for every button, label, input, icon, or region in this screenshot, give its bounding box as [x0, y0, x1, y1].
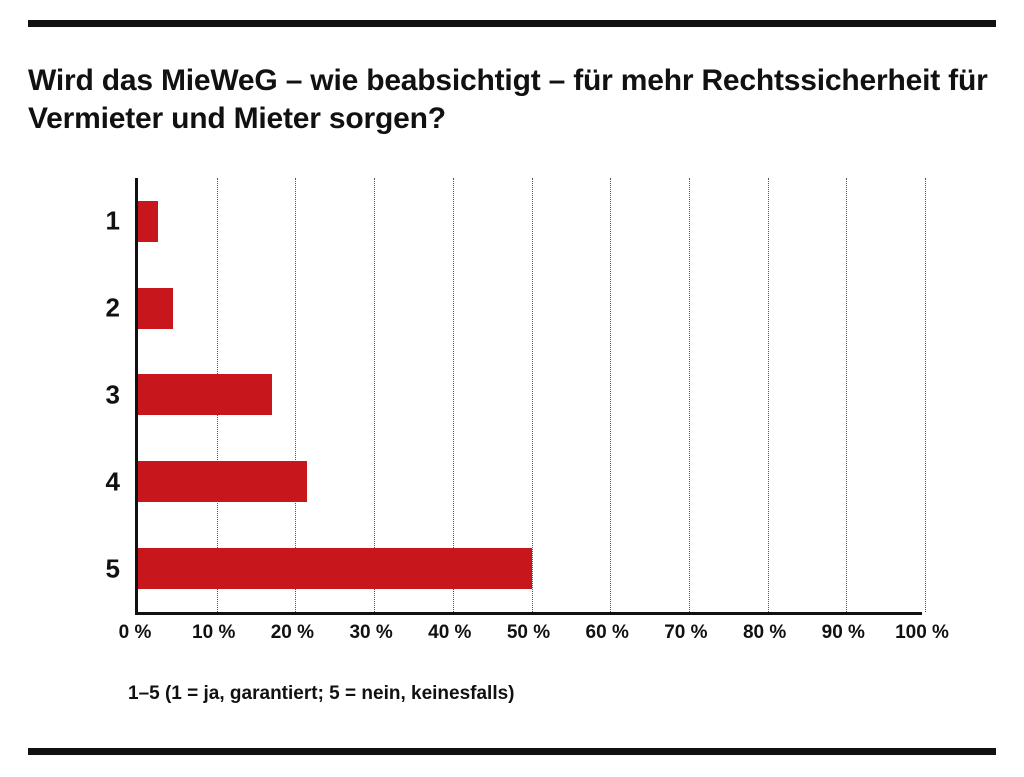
- x-tick-label: 40 %: [428, 622, 472, 643]
- category-label: 1: [105, 205, 120, 236]
- x-tick-label: 30 %: [349, 622, 393, 643]
- category-label: 3: [105, 379, 120, 410]
- x-axis-line: [135, 612, 922, 615]
- bar: [138, 548, 532, 589]
- bottom-rule: [28, 748, 996, 755]
- x-tick-label: 60 %: [585, 622, 629, 643]
- chart-plot-area: [105, 178, 922, 612]
- bar-row: [105, 265, 922, 352]
- page-title: Wird das MieWeG – wie beabsichtigt – für mehr Rechtssicherheit für Vermieter und Mieter sorgen?: [28, 64, 988, 136]
- category-label: 2: [105, 292, 120, 323]
- x-tick-label: 80 %: [742, 622, 787, 643]
- bar: [138, 374, 272, 415]
- category-label: 5: [105, 553, 120, 584]
- chart-footnote: 1–5 (1 = ja, garantiert; 5 = nein, keinesfalls): [128, 683, 515, 704]
- bar-row: [105, 178, 922, 265]
- x-tick-label: 70 %: [664, 622, 708, 643]
- bar: [138, 461, 307, 502]
- bar-row: [105, 525, 922, 612]
- x-tick-label: 0 %: [118, 622, 152, 643]
- gridline: [925, 178, 926, 612]
- chart-plot: [105, 178, 922, 612]
- top-rule: [28, 20, 996, 27]
- category-label: 4: [105, 466, 120, 497]
- x-tick-label: 100 %: [895, 622, 949, 643]
- x-tick-label: 50 %: [506, 622, 551, 643]
- x-tick-label: 10 %: [192, 622, 236, 643]
- x-tick-label: 90 %: [821, 622, 865, 643]
- bar: [138, 288, 173, 329]
- bar-row: [105, 352, 922, 439]
- bar-row: [105, 438, 922, 525]
- x-tick-label: 20 %: [270, 622, 315, 643]
- bar: [138, 201, 158, 242]
